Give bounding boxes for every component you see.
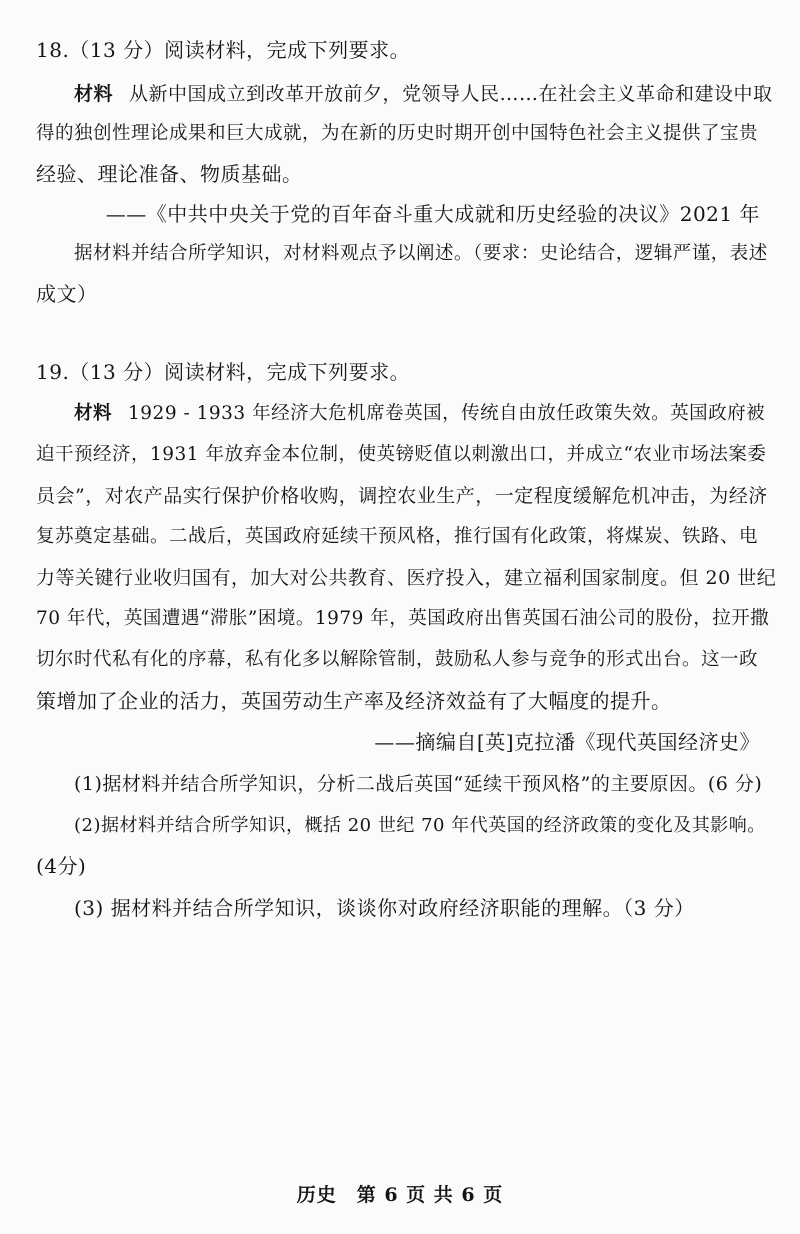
q18-source: ——《中共中央关于党的百年奋斗重大成就和历史经验的决议》2021 年 <box>105 202 760 226</box>
q19-sub2-line-1: (2)据材料并结合所学知识，概括 20 世纪 70 年代英国的经济政策的变化及其影响。 <box>74 815 766 836</box>
q19-sub2-line-2: (4分) <box>36 854 87 878</box>
q19-source: ——摘编自[英]克拉潘《现代英国经济史》 <box>374 730 760 754</box>
q19-material-label: 材料 <box>74 403 113 424</box>
q19-material-line-3: 员会”，对农产品实行保护价格收购，调控农业生产，一定程度缓解危机冲击，为经济 <box>36 485 768 507</box>
q18-material-text-1: 从新中国成立到改革开放前夕，党领导人民……在社会主义革命和建设中取 <box>129 83 773 105</box>
q19-material-line-8: 策增加了企业的活力，英国劳动生产率及经济效益有了大幅度的提升。 <box>36 689 672 713</box>
q19-sub3: (3) 据材料并结合所学知识，谈谈你对政府经济职能的理解。（3 分） <box>74 896 695 920</box>
q19-sub1: (1)据材料并结合所学知识，分析二战后英国“延续干预风格”的主要原因。(6 分) <box>74 773 763 795</box>
q19-material-line-4: 复苏奠定基础。二战后，英国政府延续干预风格，推行国有化政策，将煤炭、铁路、电 <box>36 526 759 547</box>
page-footer: 历史 第 6 页 共 6 页 <box>296 1184 504 1206</box>
q18-material-line-1 <box>74 80 773 108</box>
q19-material-line-5: 力等关键行业收归国有，加大对公共教育、医疗投入，建立福利国家制度。但 20 世纪 <box>36 567 777 589</box>
q19-material-line-2: 迫干预经济，1931 年放弃金本位制，使英镑贬值以刺激出口，并成立“农业市场法案委 <box>36 444 767 465</box>
q19-material-text-1: 1929 - 1933 年经济大危机席卷英国，传统自由放任政策失效。英国政府被 <box>128 403 766 424</box>
q19-heading: 19.（13 分）阅读材料，完成下列要求。 <box>36 360 411 384</box>
q18-task-line-2: 成文） <box>36 282 98 306</box>
q18-material-label: 材料 <box>74 83 114 105</box>
q18-heading: 18.（13 分）阅读材料，完成下列要求。 <box>36 38 411 62</box>
q18-task-line-1: 据材料并结合所学知识，对材料观点予以阐述。（要求：史论结合，逻辑严谨，表述 <box>74 243 768 264</box>
q18-material-line-3: 经验、理论准备、物质基础。 <box>36 162 303 186</box>
q19-material-line-1 <box>74 400 765 428</box>
q19-material-line-7: 切尔时代私有化的序幕，私有化多以解除管制，鼓励私人参与竞争的形式出台。这一政 <box>36 649 759 670</box>
q18-material-line-2: 得的独创性理论成果和巨大成就，为在新的历史时期开创中国特色社会主义提供了宝贵 <box>36 123 759 144</box>
q19-material-line-6: 70 年代，英国遭遇“滞胀”困境。1979 年，英国政府出售英国石油公司的股份，拉开撒 <box>36 608 770 629</box>
